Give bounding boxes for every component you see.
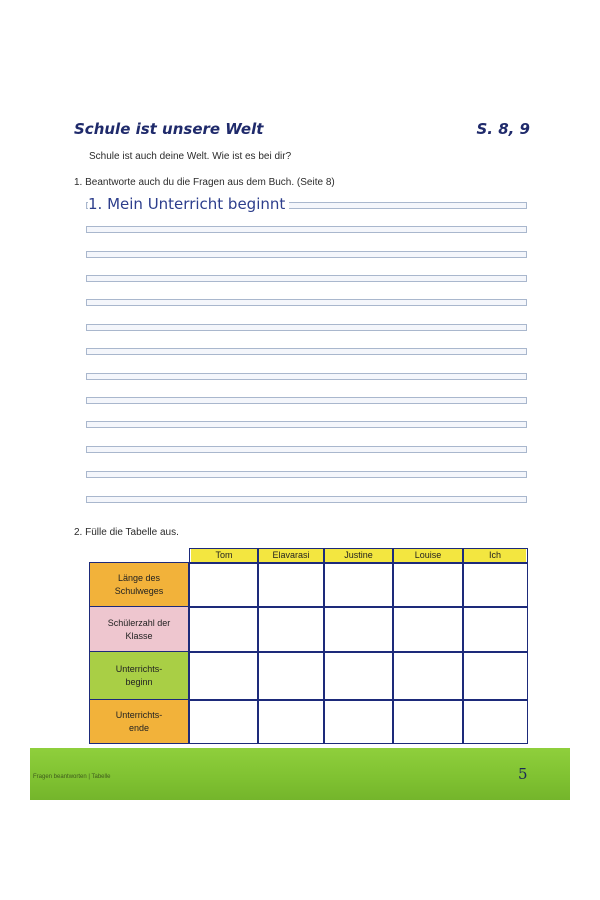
writing-line[interactable] bbox=[86, 421, 527, 428]
table-divider bbox=[462, 548, 464, 744]
column-header-ich: Ich bbox=[464, 549, 526, 562]
writing-line[interactable] bbox=[86, 373, 527, 380]
table-divider bbox=[189, 606, 528, 608]
table-divider bbox=[257, 548, 259, 744]
row-header-unterrichtsende: Unterrichts-ende bbox=[89, 699, 189, 744]
writing-line[interactable] bbox=[86, 275, 527, 282]
task-2-prompt: 2. Fülle die Tabelle aus. bbox=[74, 527, 179, 538]
column-header-elavarasi: Elavarasi bbox=[259, 549, 323, 562]
page-title: Schule ist unsere Welt bbox=[74, 120, 264, 138]
table-divider bbox=[189, 699, 528, 701]
grass-footer-band bbox=[30, 748, 570, 800]
writing-line[interactable] bbox=[86, 496, 527, 503]
column-header-justine: Justine bbox=[325, 549, 392, 562]
column-header-louise: Louise bbox=[394, 549, 462, 562]
writing-line[interactable] bbox=[86, 397, 527, 404]
writing-line[interactable] bbox=[86, 226, 527, 233]
writing-line[interactable] bbox=[86, 299, 527, 306]
row-header-unterrichtsbeginn: Unterrichts-beginn bbox=[89, 651, 189, 701]
task-1-prompt: 1. Beantworte auch du die Fragen aus dem Buch. (Seite 8) bbox=[74, 177, 335, 188]
writing-line[interactable] bbox=[86, 324, 527, 331]
writing-line[interactable] bbox=[86, 348, 527, 355]
row-header-schuelerzahl: Schülerzahl der Klasse bbox=[89, 606, 189, 653]
table-divider bbox=[323, 548, 325, 744]
table-divider bbox=[392, 548, 394, 744]
row-header-schulweg: Länge des Schulweges bbox=[89, 562, 189, 608]
answer-table[interactable] bbox=[189, 548, 528, 744]
table-divider bbox=[189, 562, 528, 564]
column-header-tom: Tom bbox=[191, 549, 257, 562]
table-divider bbox=[189, 651, 528, 653]
footer-caption: Fragen beantworten | Tabelle bbox=[33, 774, 111, 780]
writing-line[interactable] bbox=[86, 446, 527, 453]
page-reference: S. 8, 9 bbox=[476, 120, 530, 138]
handwritten-answer: 1. Mein Unterricht beginnt bbox=[88, 195, 289, 213]
writing-line[interactable] bbox=[86, 251, 527, 258]
intro-text: Schule ist auch deine Welt. Wie ist es bei dir? bbox=[89, 151, 292, 162]
writing-line[interactable] bbox=[86, 471, 527, 478]
page-number: 5 bbox=[518, 765, 528, 783]
